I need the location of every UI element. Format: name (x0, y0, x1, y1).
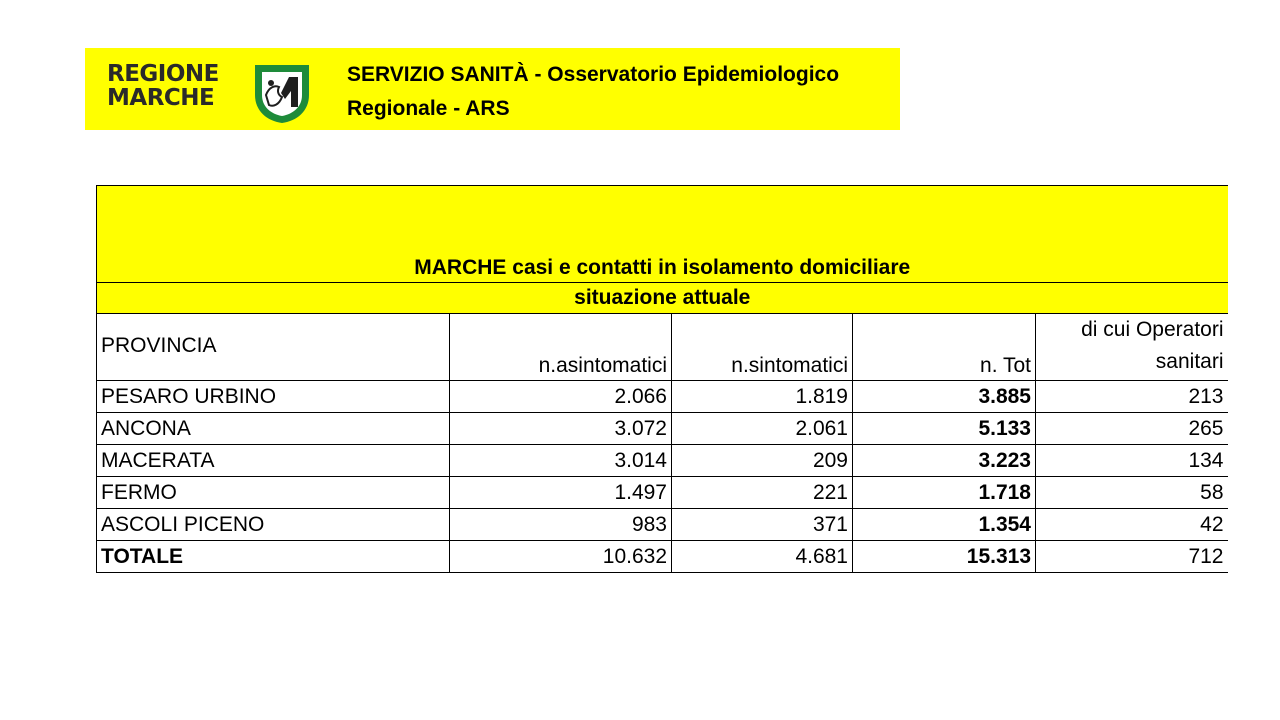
table-header-row (97, 314, 1228, 381)
cell-asintomatici: 3.014 (450, 445, 672, 477)
cell-sintomatici: 371 (672, 509, 853, 541)
cell-asintomatici: 2.066 (450, 381, 672, 413)
regione-marche-logo-text (107, 62, 219, 110)
table-row (97, 381, 1228, 413)
cell-operatori: 58 (1036, 477, 1228, 509)
cell-total-sintomatici: 4.681 (672, 541, 853, 573)
cell-sintomatici: 2.061 (672, 413, 853, 445)
table-row (97, 413, 1228, 445)
cell-sintomatici: 209 (672, 445, 853, 477)
cell-asintomatici: 3.072 (450, 413, 672, 445)
cell-sintomatici: 221 (672, 477, 853, 509)
logo-line-1: REGIONE (107, 61, 219, 87)
cell-provincia: ASCOLI PICENO (97, 509, 450, 541)
col-header-tot: n. Tot (853, 314, 1036, 381)
table-row (97, 509, 1228, 541)
cell-total-operatori: 712 (1036, 541, 1228, 573)
cell-tot: 1.718 (853, 477, 1036, 509)
isolation-table (96, 185, 1228, 573)
cell-total-asintomatici: 10.632 (450, 541, 672, 573)
col-header-asintomatici: n.asintomatici (450, 314, 672, 381)
cell-sintomatici: 1.819 (672, 381, 853, 413)
table-subtitle: situazione attuale (97, 283, 1228, 314)
cell-provincia: ANCONA (97, 413, 450, 445)
header-banner (85, 48, 900, 130)
cell-operatori: 134 (1036, 445, 1228, 477)
cell-tot: 5.133 (853, 413, 1036, 445)
table-total-row (97, 541, 1228, 573)
col-header-sintomatici: n.sintomatici (672, 314, 853, 381)
cell-provincia: PESARO URBINO (97, 381, 450, 413)
table-title: MARCHE casi e contatti in isolamento domiciliare (97, 186, 1228, 283)
cell-total-label: TOTALE (97, 541, 450, 573)
banner-title-line-1: SERVIZIO SANITÀ - Osservatorio Epidemiologico (347, 63, 840, 86)
cell-tot: 1.354 (853, 509, 1036, 541)
cell-asintomatici: 1.497 (450, 477, 672, 509)
cell-provincia: FERMO (97, 477, 450, 509)
cell-tot: 3.885 (853, 381, 1036, 413)
cell-asintomatici: 983 (450, 509, 672, 541)
cell-tot: 3.223 (853, 445, 1036, 477)
banner-title (347, 58, 839, 126)
cell-total-tot: 15.313 (853, 541, 1036, 573)
cell-operatori: 213 (1036, 381, 1228, 413)
col-header-provincia: PROVINCIA (97, 314, 450, 381)
cell-operatori: 42 (1036, 509, 1228, 541)
logo-line-2: MARCHE (107, 85, 215, 111)
col-header-operatori: di cui Operatori sanitari (1036, 314, 1228, 381)
regione-marche-shield-icon (251, 61, 313, 125)
banner-title-line-2: Regionale - ARS (347, 97, 510, 120)
cell-provincia: MACERATA (97, 445, 450, 477)
table-row (97, 477, 1228, 509)
cell-operatori: 265 (1036, 413, 1228, 445)
table-row (97, 445, 1228, 477)
